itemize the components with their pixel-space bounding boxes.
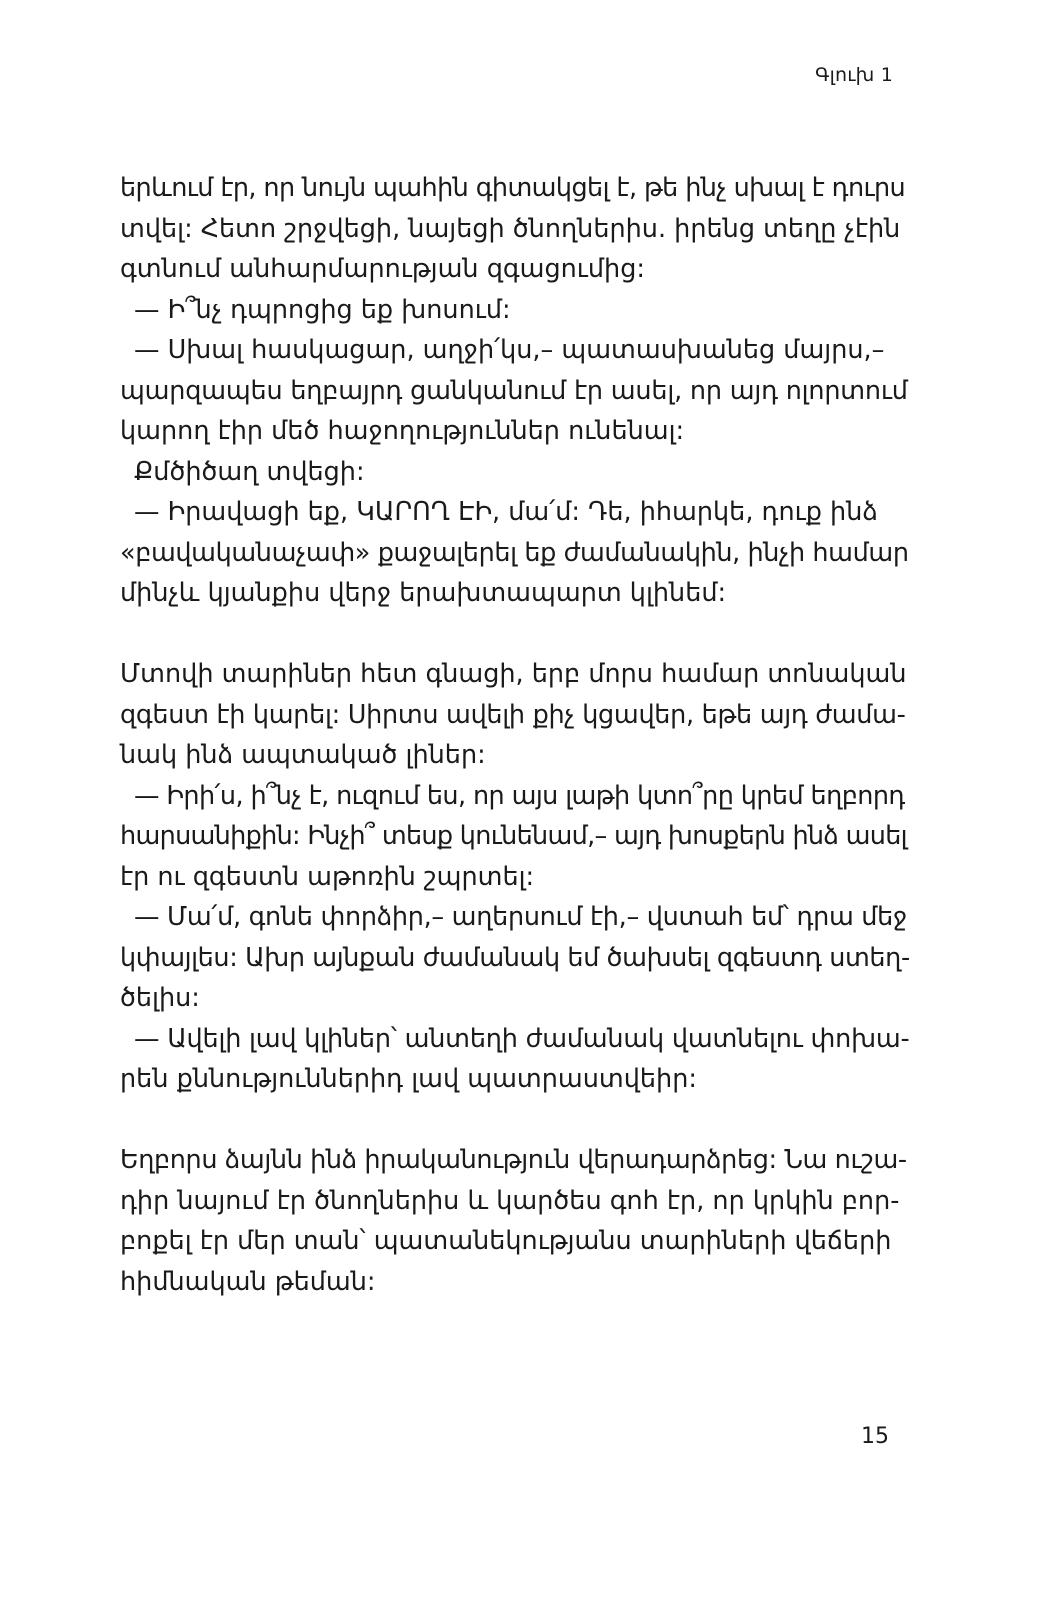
dialogue-line: — Ավելի լավ կլիներ՝ անտեղի ժամանակ վատնելու փոխա- — [134, 1023, 910, 1054]
text-line: տվել: Հետո շրջվեցի, նայեցի ծնողներիս. իրենց տեղը չէին — [120, 213, 901, 244]
text-line: Քմծիծաղ տվեցի: — [134, 456, 365, 487]
text-line: պարզապես եղբայրդ ցանկանում էր ասել, որ այդ ոլորտում — [120, 375, 908, 406]
text-line: Եղբորս ձայնն ինձ իրականություն վերադարձրեց: Նա ուշա- — [120, 1145, 907, 1175]
dialogue-line: — Իրի՛ս, ի՞նչ է, ուզում ես, որ այս լաթի կտո՞րը կրեմ եղբորդ — [134, 780, 905, 811]
text-line: Մտովի տարիներ հետ գնացի, երբ մորս համար տոնական — [120, 659, 907, 689]
dialogue-line: — Մա՛մ, գոնե փորձիր,– աղերսում էի,– վստահ եմ՝ դրա մեջ — [134, 902, 908, 932]
text-line: նակ ինձ ապտակած լիներ: — [120, 740, 486, 770]
text-line: «բավականաչափ» քաջալերել եք ժամանակին, ինչի համար — [120, 537, 909, 568]
text-line: կփայլես: Ախր այնքան ժամանակ եմ ծախսել զգեստդ ստեղ- — [120, 942, 910, 973]
dialogue-line: — Սխալ հասկացար, աղջի՛կս,– պատասխանեց մայրս,– — [134, 335, 885, 365]
paragraph-block — [120, 654, 910, 1100]
text-line: դիր նայում էր ծնողներիս և կարծես գոհ էր, որ կրկին բոր- — [120, 1185, 900, 1216]
text-line: րեն քննություններիդ լավ պատրաստվեիր: — [120, 1064, 697, 1094]
text-line: երևում էր, որ նույն պահին գիտակցել է, թե ինչ սխալ է դուրս — [120, 173, 906, 203]
text-line: հարսանիքին: Ինչի՞ տեսք կունենամ,– այդ խոսքերն ինձ ասել — [120, 821, 907, 851]
text-line: կարող էիր մեծ հաջողություններ ունենալ: — [120, 416, 685, 446]
text-line: հիմնական թեման: — [120, 1266, 376, 1297]
text-line: ծելիս: — [120, 983, 200, 1013]
dialogue-line: — Ի՞նչ դպրոցից եք խոսում: — [134, 294, 511, 325]
running-head: Գլուխ 1 — [815, 64, 893, 86]
text-line: զգեստ էի կարել: Սիրտս ավելի քիչ կցավեր, եթե այդ ժամա- — [120, 699, 906, 730]
text-line: բոքել էր մեր տան՝ պատանեկությանս տարիների վեճերի — [120, 1226, 892, 1256]
paragraph-block — [120, 168, 910, 614]
text-line: մինչև կյանքիս վերջ երախտապարտ կլինեմ: — [120, 578, 727, 608]
paragraph-block — [120, 1140, 910, 1302]
text-line: գտնում անհարմարության զգացումից: — [120, 254, 645, 284]
page-number: 15 — [861, 1424, 889, 1449]
dialogue-line: — Իրավացի եք, ԿԱՐՈՂ ԷԻ, մա՛մ: Դե, իհարկե, դուք ինձ — [134, 497, 878, 527]
text-line: էր ու զգեստն աթոռին շպրտել: — [120, 861, 535, 892]
